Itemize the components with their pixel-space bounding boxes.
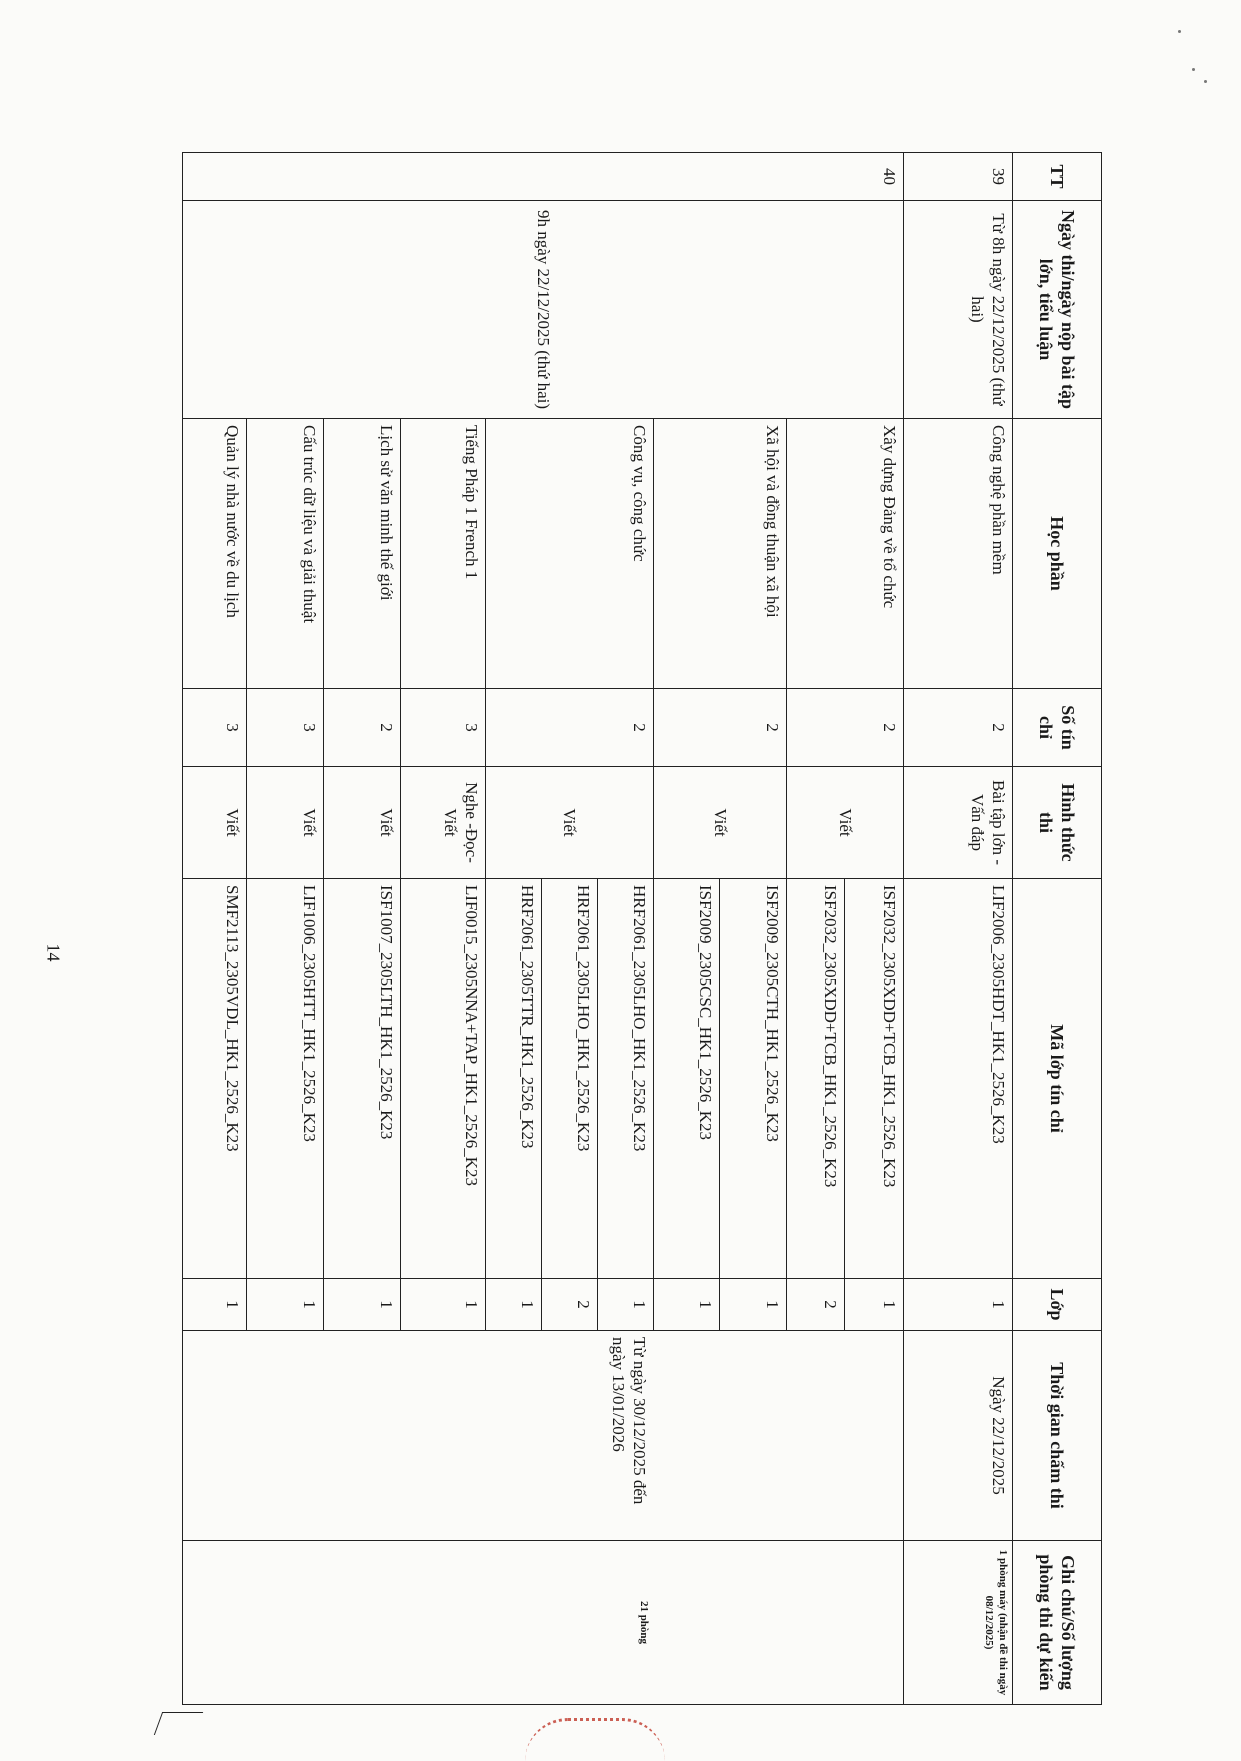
row-40-credits-1: 2	[786, 689, 903, 767]
row-39-note: 1 phòng máy (nhận đề thi ngày 08/12/2025)	[903, 1541, 1012, 1705]
row-40-class-count-3b: 2	[542, 1279, 598, 1331]
row-40-class-code-7: SMF2113_2305VDL_HK1_2526_K23	[183, 879, 247, 1279]
header-course: Học phần	[1013, 419, 1102, 689]
row-40-class-code-5: ISF1007_2305LTH_HK1_2526_K23	[324, 879, 401, 1279]
row-39-class-code: LIF2006_2305HDT_HK1_2526_K23	[903, 879, 1012, 1279]
header-grading-time: Thời gian chấm thi	[1013, 1331, 1102, 1541]
row-40-credits-6: 3	[246, 689, 323, 767]
row-40-class-code-3b: HRF2061_2305LHO_HK1_2526_K23	[542, 879, 598, 1279]
header-row	[1013, 153, 1102, 1705]
row-40-class-code-3a: HRF2061_2305LHO_HK1_2526_K23	[598, 879, 654, 1279]
row-40-grading-spacer-4	[653, 1331, 720, 1541]
row-40-course-6: Cấu trúc dữ liệu và giải thuật	[246, 419, 323, 689]
row-40-class-count-3a: 1	[598, 1279, 654, 1331]
row-40-format-6: Viết	[246, 767, 323, 879]
row-40-grading-spacer-3	[720, 1331, 787, 1541]
row-40-note-spacer-3	[720, 1541, 787, 1705]
row-40-credits-4: 3	[401, 689, 486, 767]
row-40-course-4: Tiếng Pháp 1 French 1	[401, 419, 486, 689]
scan-speck	[1192, 68, 1195, 71]
row-39-tt: 39	[903, 153, 1012, 201]
row-40-grading-spacer	[845, 1331, 904, 1541]
row-39-grading-time: Ngày 22/12/2025	[903, 1331, 1012, 1541]
row-40-note-spacer	[845, 1541, 904, 1705]
row-39-credits: 2	[903, 689, 1012, 767]
row-40-grading-spacer-2	[786, 1331, 845, 1541]
row-40-format-4: Nghe -Đọc- Viết	[401, 767, 486, 879]
row-40-class-count-1b: 2	[786, 1279, 845, 1331]
row-40-credits-7: 3	[183, 689, 247, 767]
row-40-note	[183, 1541, 654, 1705]
row-40-format-2: Viết	[653, 767, 786, 879]
header-credits: Số tín chỉ	[1013, 689, 1102, 767]
row-40-course-1: Xây dựng Đảng về tổ chức	[786, 419, 903, 689]
row-40-class-count-6: 1	[246, 1279, 323, 1331]
header-date: Ngày thi/ngày nộp bài tập lớn, tiểu luận	[1013, 201, 1102, 419]
row-40-class-count-7: 1	[183, 1279, 247, 1331]
header-tt: TT	[1013, 153, 1102, 201]
row-40-class-code-4: LIF0015_2305NNA+TAP_HK1_2526_K23	[401, 879, 486, 1279]
row-40-format-7: Viết	[183, 767, 247, 879]
row-40-format-5: Viết	[324, 767, 401, 879]
row-40-note-spacer-2	[786, 1541, 845, 1705]
row-40-class-count-2a: 1	[720, 1279, 787, 1331]
row-40-credits-5: 2	[324, 689, 401, 767]
header-note: Ghi chú/Số lượng phòng thi dự kiến	[1013, 1541, 1102, 1705]
row-40-format-3: Viết	[486, 767, 654, 879]
row-40-note-spacer-4	[653, 1541, 720, 1705]
pen-mark-icon	[154, 1712, 203, 1735]
exam-schedule-rotated	[182, 152, 1102, 1704]
row-40-grading-time-text: Từ ngày 30/12/2025 đến ngày 13/01/2026	[609, 1337, 650, 1505]
row-40-tt: 40	[183, 153, 904, 201]
header-class-count: Lớp	[1013, 1279, 1102, 1331]
row-40-class-code-2a: ISF2009_2305CTH_HK1_2526_K23	[720, 879, 787, 1279]
page-number: 14	[43, 943, 64, 962]
row-40-class-count-5: 1	[324, 1279, 401, 1331]
row-40-class-code-3c: HRF2061_2305TTR_HK1_2526_K23	[486, 879, 542, 1279]
row-40-format-1: Viết	[786, 767, 903, 879]
row-40-course-5: Lịch sử văn minh thế giới	[324, 419, 401, 689]
table-row-40-course-1a	[845, 153, 904, 1705]
exam-schedule-table	[182, 152, 1102, 1705]
row-40-class-code-2b: ISF2009_2305CSC_HK1_2526_K23	[653, 879, 720, 1279]
table-row-39	[903, 153, 1012, 1705]
row-39-class-count: 1	[903, 1279, 1012, 1331]
row-40-course-3: Công vụ, công chức	[486, 419, 654, 689]
scan-speck	[1204, 80, 1207, 83]
row-40-class-code-1b: ISF2032_2305XDD+TCB_HK1_2526_K23	[786, 879, 845, 1279]
row-40-class-count-4: 1	[401, 1279, 486, 1331]
row-40-credits-2: 2	[653, 689, 786, 767]
row-39-date: Từ 8h ngày 22/12/2025 (thứ hai)	[903, 201, 1012, 419]
row-40-class-count-2b: 1	[653, 1279, 720, 1331]
scan-speck	[1178, 30, 1181, 33]
header-format: Hình thức thi	[1013, 767, 1102, 879]
row-40-class-count-3c: 1	[486, 1279, 542, 1331]
row-39-course: Công nghệ phần mềm	[903, 419, 1012, 689]
row-40-note-text: 21 phòng	[638, 1600, 651, 1645]
header-class-code: Mã lớp tín chỉ	[1013, 879, 1102, 1279]
row-40-credits-3: 2	[486, 689, 654, 767]
row-40-course-2: Xã hội và đồng thuận xã hội	[653, 419, 786, 689]
row-40-class-code-1a: ISF2032_2305XDD+TCB_HK1_2526_K23	[845, 879, 904, 1279]
row-40-course-7: Quản lý nhà nước về du lịch	[183, 419, 247, 689]
row-40-date: 9h ngày 22/12/2025 (thứ hai)	[183, 201, 904, 419]
row-40-class-count-1a: 1	[845, 1279, 904, 1331]
row-40-grading-time	[183, 1331, 654, 1541]
row-40-class-code-6: LIF1006_2305HTT_HK1_2526_K23	[246, 879, 323, 1279]
row-39-format: Bài tập lớn - Vấn đáp	[903, 767, 1012, 879]
